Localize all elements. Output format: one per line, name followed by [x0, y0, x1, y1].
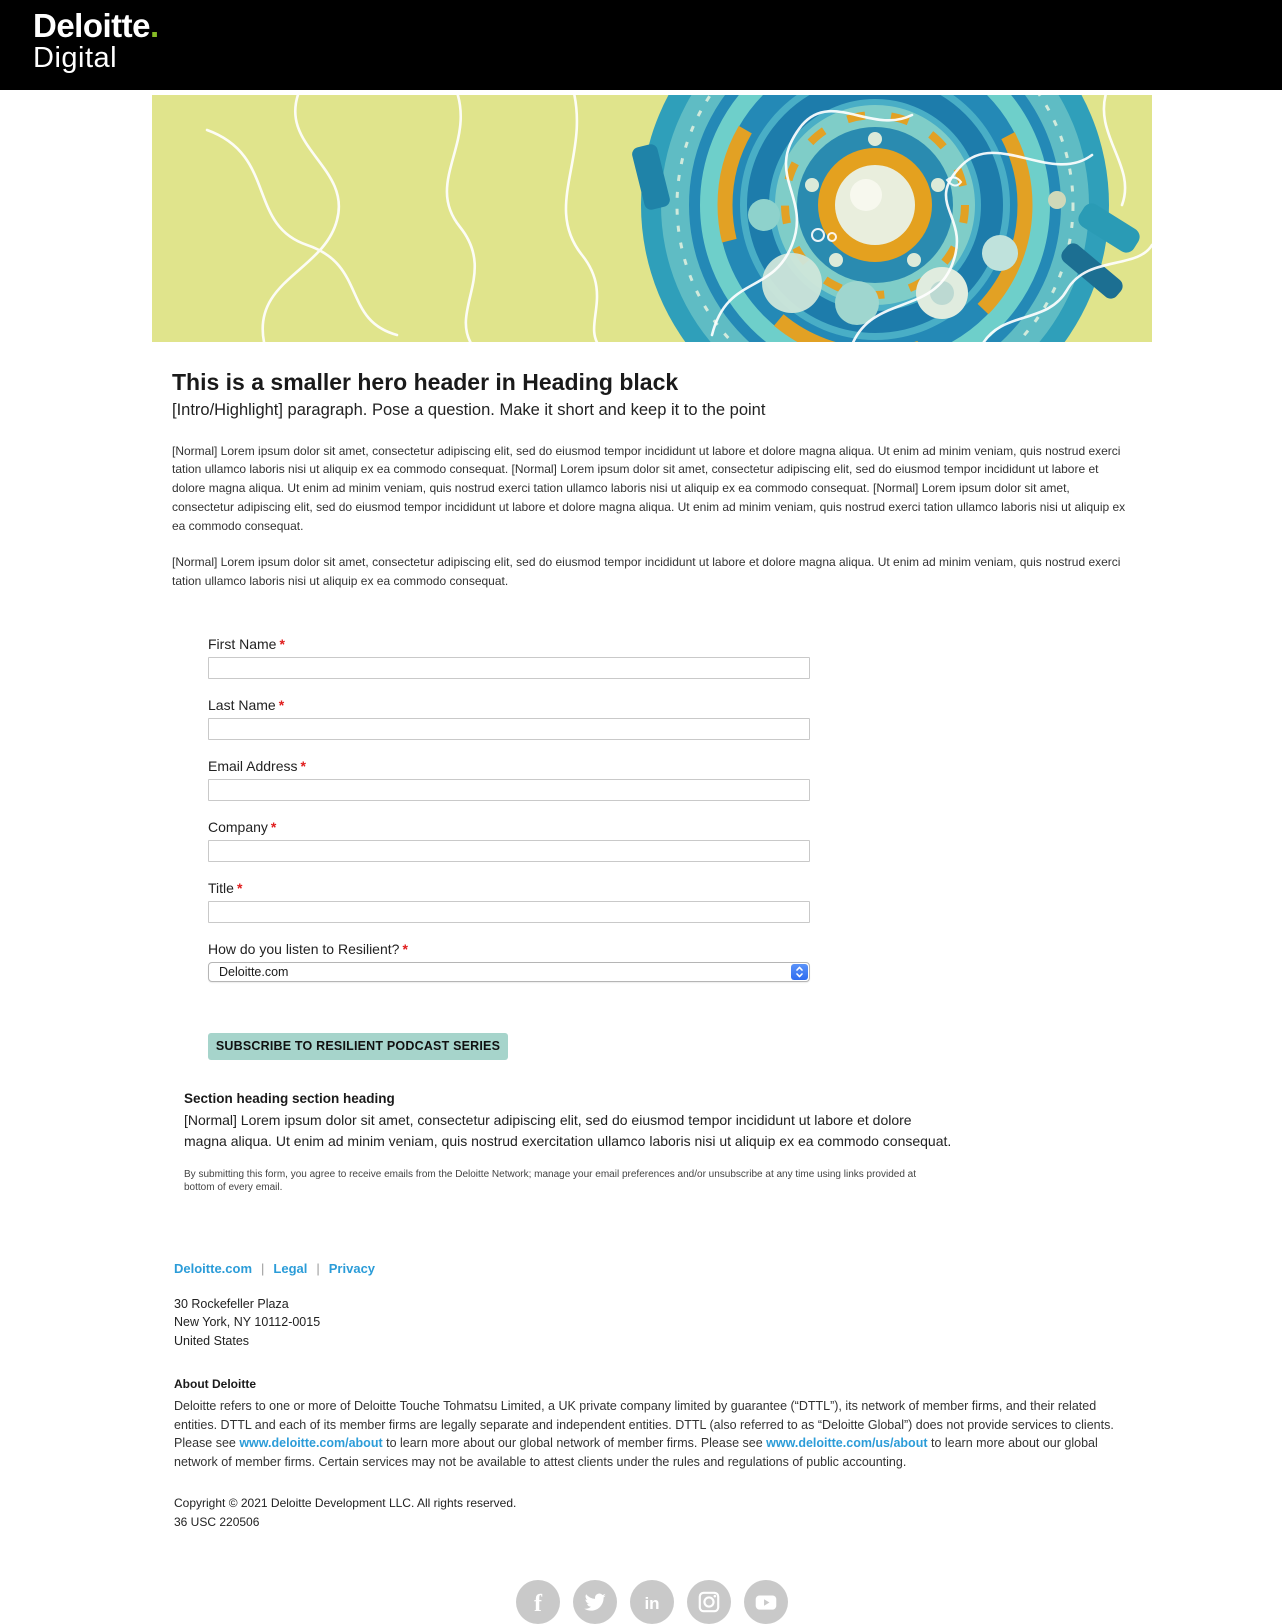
address-line-2: New York, NY 10112-0015: [174, 1315, 321, 1330]
listen-question-label: How do you listen to Resilient? *: [208, 940, 408, 957]
body-copy: [152, 420, 1152, 591]
intro-highlight-paragraph: [Intro/Highlight] paragraph. Pose a question. Make it short and keep it to the point: [172, 400, 766, 419]
youtube-icon[interactable]: [744, 1580, 788, 1624]
last-name-label: Last Name *: [208, 696, 285, 713]
about-deloitte-heading: About Deloitte: [174, 1377, 256, 1392]
link-separator: |: [316, 1260, 320, 1276]
first-name-input[interactable]: [208, 657, 810, 679]
required-asterisk: *: [300, 757, 306, 774]
logo-digital-text: Digital: [33, 42, 118, 74]
address-line-3: United States: [174, 1333, 250, 1348]
hero-image: [152, 95, 1152, 342]
required-asterisk: *: [279, 635, 285, 652]
linkedin-icon[interactable]: [630, 1580, 674, 1624]
logo-green-dot: .: [150, 7, 159, 44]
about-text-segment: Deloitte refers to one or more of Deloitte Touche Tohmatsu Limited, a UK private company limited by guarantee (“DTTL”), its network of member firms, and their related entities. DTTL and each of its member firms are legally separate and independent entities. DTTL (also referred to as “Deloitte Global”) does not provide services to clients. Please see: [174, 1399, 1114, 1451]
logo-deloitte-text: Deloitte.: [33, 7, 159, 44]
usc-line: 36 USC 220506: [174, 1515, 260, 1530]
listen-select-value: Deloitte.com: [219, 964, 289, 979]
page-title: This is a smaller hero header in Heading black: [172, 369, 679, 395]
postal-address: [174, 1295, 1117, 1351]
select-stepper-icon[interactable]: [791, 964, 808, 980]
link-separator: |: [261, 1260, 265, 1276]
footer: [152, 1195, 1152, 1533]
about-text-segment: to learn more about our global network of member firms. Please see: [382, 1436, 767, 1451]
consent-disclaimer: By submitting this form, you agree to receive emails from the Deloitte Network; manage your email preferences and/or unsubscribe at any time using links provided at bottom of every email.: [184, 1168, 917, 1194]
section-heading: Section heading section heading: [184, 1090, 395, 1106]
required-asterisk: *: [236, 879, 243, 896]
email-address-label: Email Address *: [208, 757, 306, 774]
title-input[interactable]: [208, 901, 810, 923]
instagram-icon[interactable]: [687, 1580, 731, 1624]
title-label: Title *: [208, 879, 243, 896]
top-header-bar: [0, 0, 1282, 90]
hero-illustration: [152, 95, 1152, 342]
social-icons-row: [152, 1580, 1152, 1624]
email-address-input[interactable]: [208, 779, 810, 801]
company-input[interactable]: [208, 840, 810, 862]
footer-link-privacy[interactable]: Privacy: [328, 1260, 376, 1276]
svg-text:in: in: [644, 1594, 660, 1614]
body-paragraph-1: [Normal] Lorem ipsum dolor sit amet, consectetur adipiscing elit, sed do eiusmod tempor incididunt ut labore et dolore magna aliqua. Ut enim ad minim veniam, quis nostrud exerci tation ullamco laboris nisi ut aliquip ex ea commodo consequat. [Normal] Lorem ipsum dolor sit amet, consectetur adipiscing elit, sed do eiusmod tempor incididunt ut labore et dolore magna aliqua. Ut enim ad minim veniam, quis nostrud exerci tation ullamco laboris nisi ut aliquip ex ea commodo consequat. [Normal] Lorem ipsum dolor sit amet, consectetur adipiscing elit, sed do eiusmod tempor incididunt ut labore et dolore magna aliqua. Ut enim ad minim veniam, quis nostrud exerci tation ullamco laboris nisi ut aliquip ex ea commodo consequat.: [172, 443, 1126, 533]
footer-link-deloitte-com[interactable]: Deloitte.com: [174, 1260, 253, 1276]
facebook-icon[interactable]: [516, 1580, 560, 1624]
about-text-segment: to learn more about our global network of member firms. Certain services may not be available to attest clients under the rules and regulations of public accounting.: [174, 1436, 1098, 1469]
last-name-input[interactable]: [208, 718, 810, 740]
svg-text:f: f: [534, 1591, 542, 1618]
subscription-form: [208, 635, 810, 1060]
body-paragraph-2: [Normal] Lorem ipsum dolor sit amet, consectetur adipiscing elit, sed do eiusmod tempor incididunt ut labore et dolore magna aliqua. Ut enim ad minim veniam, quis nostrud exerci tation ullamco laboris nisi ut aliquip ex ea commodo consequat.: [172, 555, 1121, 589]
required-asterisk: *: [278, 696, 285, 713]
footer-link-legal[interactable]: Legal: [273, 1260, 308, 1276]
footer-links: [174, 1261, 1117, 1276]
required-asterisk: *: [270, 818, 277, 835]
deloitte-digital-logo: [0, 0, 1282, 73]
listen-select[interactable]: [208, 962, 810, 982]
subscribe-button[interactable]: SUBSCRIBE TO RESILIENT PODCAST SERIES: [208, 1033, 508, 1060]
copyright-line: Copyright © 2021 Deloitte Development LLC. All rights reserved.: [174, 1496, 517, 1511]
about-deloitte-text: [174, 1397, 1117, 1471]
address-line-1: 30 Rockefeller Plaza: [174, 1296, 289, 1311]
content-wrapper: [152, 342, 1152, 1624]
first-name-label: First Name *: [208, 635, 285, 652]
twitter-icon[interactable]: [573, 1580, 617, 1624]
company-label: Company *: [208, 818, 277, 835]
about-link-deloitte-about[interactable]: www.deloitte.com/about: [239, 1436, 383, 1451]
section-text: [Normal] Lorem ipsum dolor sit amet, consectetur adipiscing elit, sed do eiusmod tempor incididunt ut labore et dolore magna aliqua. Ut enim ad minim veniam, quis nostrud exercitation ullamco laboris nisi ut aliquip ex ea commodo consequat.: [184, 1111, 952, 1149]
required-asterisk: *: [402, 940, 408, 957]
about-link-deloitte-us-about[interactable]: www.deloitte.com/us/about: [766, 1436, 928, 1451]
